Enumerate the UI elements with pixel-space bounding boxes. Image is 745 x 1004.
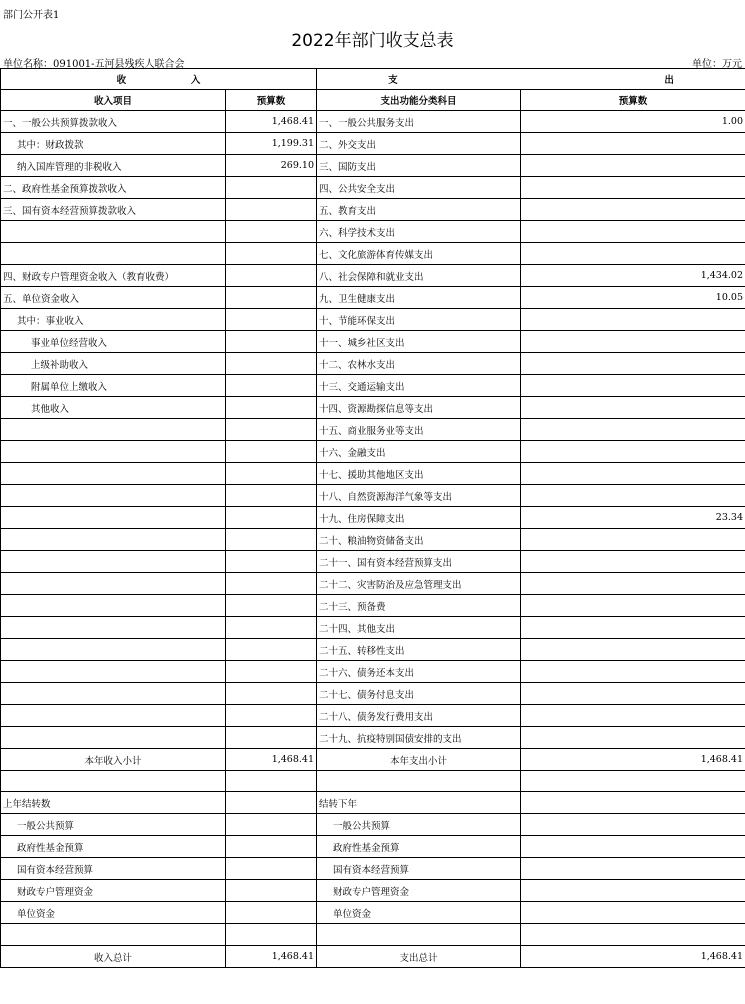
income-budget-cell xyxy=(226,595,317,617)
table-row xyxy=(1,573,745,595)
carryover-income-value xyxy=(226,792,317,814)
income-budget-cell xyxy=(226,639,317,661)
income-total-value: 1,468.41 xyxy=(226,946,317,968)
income-budget-cell xyxy=(226,265,317,287)
income-item-cell xyxy=(1,463,226,485)
table-row xyxy=(1,265,745,287)
expense-budget-cell xyxy=(521,133,745,155)
income-budget-cell xyxy=(226,331,317,353)
carryover-expense-cell: 财政专户管理资金 xyxy=(317,880,521,902)
blank-cell xyxy=(226,924,317,946)
expense-item-cell: 五、教育支出 xyxy=(317,199,521,221)
expense-budget-cell xyxy=(521,441,745,463)
carryover-expense-value xyxy=(521,814,745,836)
carryover-expense-value xyxy=(521,880,745,902)
expense-budget-cell xyxy=(521,639,745,661)
blank-cell xyxy=(317,771,521,792)
expense-budget-cell: 1,434.02 xyxy=(521,265,745,287)
table-row xyxy=(1,441,745,463)
income-budget-cell xyxy=(226,353,317,375)
income-budget-cell: 1,199.31 xyxy=(226,133,317,155)
table-row xyxy=(1,617,745,639)
blank-cell xyxy=(1,771,226,792)
table-row xyxy=(1,727,745,749)
income-budget-cell xyxy=(226,287,317,309)
expense-item-cell: 二十八、债务发行费用支出 xyxy=(317,705,521,727)
budget-summary-table xyxy=(0,68,745,968)
carryover-income-cell: 政府性基金预算 xyxy=(1,836,226,858)
expense-item-cell: 二十五、转移性支出 xyxy=(317,639,521,661)
carryover-expense-value xyxy=(521,836,745,858)
table-row xyxy=(1,309,745,331)
carryover-expense-value xyxy=(521,902,745,924)
blank-row xyxy=(1,771,745,792)
table-row xyxy=(1,529,745,551)
carryover-income-cell: 财政专户管理资金 xyxy=(1,880,226,902)
expense-item-cell: 八、社会保障和就业支出 xyxy=(317,265,521,287)
expense-item-cell: 十五、商业服务业等支出 xyxy=(317,419,521,441)
expense-item-cell: 十七、援助其他地区支出 xyxy=(317,463,521,485)
expense-subtotal-label: 本年支出小计 xyxy=(317,749,521,771)
expense-budget-cell xyxy=(521,221,745,243)
blank-row xyxy=(1,924,745,946)
table-row xyxy=(1,463,745,485)
table-row xyxy=(1,155,745,177)
carryover-row xyxy=(1,880,745,902)
group-header-row xyxy=(1,69,745,90)
expense-group-header xyxy=(317,69,745,90)
income-item-cell: 二、政府性基金预算拨款收入 xyxy=(1,177,226,199)
blank-cell xyxy=(317,924,521,946)
carryover-expense-cell: 结转下年 xyxy=(317,792,521,814)
table-row xyxy=(1,595,745,617)
table-row xyxy=(1,111,745,133)
table-row xyxy=(1,199,745,221)
income-item-cell: 事业单位经营收入 xyxy=(1,331,226,353)
table-code-label: 部门公开表1 xyxy=(3,10,60,21)
carryover-row xyxy=(1,836,745,858)
subtotal-row xyxy=(1,749,745,771)
expense-item-cell: 二十四、其他支出 xyxy=(317,617,521,639)
income-item-cell: 一、一般公共预算拨款收入 xyxy=(1,111,226,133)
income-budget-cell xyxy=(226,573,317,595)
expense-budget-cell xyxy=(521,573,745,595)
income-subtotal-value: 1,468.41 xyxy=(226,749,317,771)
expense-budget-cell xyxy=(521,463,745,485)
carryover-row xyxy=(1,792,745,814)
carryover-income-value xyxy=(226,836,317,858)
carryover-income-cell: 上年结转数 xyxy=(1,792,226,814)
blank-cell xyxy=(521,924,745,946)
income-item-cell xyxy=(1,507,226,529)
expense-budget-cell: 23.34 xyxy=(521,507,745,529)
expense-budget-cell xyxy=(521,529,745,551)
expense-item-cell: 十八、自然资源海洋气象等支出 xyxy=(317,485,521,507)
expense-item-cell: 二十六、债务还本支出 xyxy=(317,661,521,683)
carryover-income-value xyxy=(226,880,317,902)
income-budget-cell: 1,468.41 xyxy=(226,111,317,133)
expense-budget-cell xyxy=(521,617,745,639)
expense-item-header: 支出功能分类科目 xyxy=(317,90,521,111)
carryover-income-value xyxy=(226,902,317,924)
income-budget-cell xyxy=(226,705,317,727)
expense-budget-cell xyxy=(521,243,745,265)
income-budget-cell xyxy=(226,463,317,485)
income-budget-cell xyxy=(226,683,317,705)
income-item-cell: 其中：事业收入 xyxy=(1,309,226,331)
expense-budget-cell xyxy=(521,353,745,375)
carryover-income-cell: 国有资本经营预算 xyxy=(1,858,226,880)
income-budget-cell xyxy=(226,529,317,551)
table-row xyxy=(1,661,745,683)
table-row xyxy=(1,221,745,243)
blank-cell xyxy=(1,924,226,946)
expense-item-cell: 二十二、灾害防治及应急管理支出 xyxy=(317,573,521,595)
expense-budget-cell xyxy=(521,375,745,397)
expense-budget-cell xyxy=(521,551,745,573)
expense-item-cell: 十六、金融支出 xyxy=(317,441,521,463)
income-budget-cell xyxy=(226,727,317,749)
expense-budget-cell xyxy=(521,397,745,419)
income-budget-cell xyxy=(226,397,317,419)
table-row xyxy=(1,639,745,661)
income-item-cell xyxy=(1,639,226,661)
expense-total-label: 支出总计 xyxy=(317,946,521,968)
expense-item-cell: 十三、交通运输支出 xyxy=(317,375,521,397)
table-row xyxy=(1,551,745,573)
blank-cell xyxy=(226,771,317,792)
income-budget-cell xyxy=(226,551,317,573)
unit-name: 单位名称：091001-五河县残疾人联合会 xyxy=(3,59,185,70)
expense-budget-cell: 1.00 xyxy=(521,111,745,133)
income-item-cell xyxy=(1,441,226,463)
income-budget-cell xyxy=(226,177,317,199)
carryover-expense-cell: 一般公共预算 xyxy=(317,814,521,836)
income-item-cell xyxy=(1,551,226,573)
income-item-cell xyxy=(1,727,226,749)
expense-item-cell: 一、一般公共服务支出 xyxy=(317,111,521,133)
expense-budget-cell xyxy=(521,419,745,441)
expense-group-char-1: 支 xyxy=(388,75,398,86)
carryover-row xyxy=(1,814,745,836)
expense-item-cell: 六、科学技术支出 xyxy=(317,221,521,243)
income-item-cell: 其他收入 xyxy=(1,397,226,419)
amount-unit: 单位：万元 xyxy=(692,59,742,70)
expense-budget-cell xyxy=(521,199,745,221)
total-row xyxy=(1,946,745,968)
income-budget-cell xyxy=(226,309,317,331)
income-budget-cell xyxy=(226,375,317,397)
expense-item-cell: 二十一、国有资本经营预算支出 xyxy=(317,551,521,573)
carryover-expense-cell: 国有资本经营预算 xyxy=(317,858,521,880)
income-item-cell: 附属单位上缴收入 xyxy=(1,375,226,397)
expense-budget-cell xyxy=(521,331,745,353)
expense-item-cell: 三、国防支出 xyxy=(317,155,521,177)
carryover-income-value xyxy=(226,814,317,836)
expense-budget-cell xyxy=(521,309,745,331)
expense-item-cell: 四、公共安全支出 xyxy=(317,177,521,199)
income-item-cell xyxy=(1,573,226,595)
expense-item-cell: 十、节能环保支出 xyxy=(317,309,521,331)
income-group-header xyxy=(1,69,317,90)
expense-item-cell: 十九、住房保障支出 xyxy=(317,507,521,529)
income-group-char-1: 收 xyxy=(116,75,127,86)
expense-budget-cell xyxy=(521,155,745,177)
income-budget-cell xyxy=(226,199,317,221)
table-row xyxy=(1,243,745,265)
income-item-cell xyxy=(1,705,226,727)
income-item-cell xyxy=(1,617,226,639)
blank-cell xyxy=(521,771,745,792)
income-item-cell xyxy=(1,595,226,617)
carryover-row xyxy=(1,902,745,924)
table-row xyxy=(1,507,745,529)
table-row xyxy=(1,287,745,309)
income-budget-header: 预算数 xyxy=(226,90,317,111)
expense-subtotal-value: 1,468.41 xyxy=(521,749,745,771)
expense-item-cell: 二十七、债务付息支出 xyxy=(317,683,521,705)
carryover-row xyxy=(1,858,745,880)
expense-item-cell: 九、卫生健康支出 xyxy=(317,287,521,309)
income-total-label: 收入总计 xyxy=(1,946,226,968)
expense-budget-cell xyxy=(521,705,745,727)
table-row xyxy=(1,705,745,727)
table-row xyxy=(1,331,745,353)
expense-item-cell: 十二、农林水支出 xyxy=(317,353,521,375)
income-item-header: 收入项目 xyxy=(1,90,226,111)
income-budget-cell xyxy=(226,441,317,463)
income-budget-cell xyxy=(226,221,317,243)
expense-budget-cell xyxy=(521,661,745,683)
expense-budget-header: 预算数 xyxy=(521,90,745,111)
carryover-income-cell: 一般公共预算 xyxy=(1,814,226,836)
income-budget-cell xyxy=(226,485,317,507)
expense-budget-cell xyxy=(521,595,745,617)
page-title: 2022年部门收支总表 xyxy=(291,31,454,51)
income-budget-cell xyxy=(226,419,317,441)
table-row xyxy=(1,419,745,441)
income-item-cell: 四、财政专户管理资金收入（教育收费） xyxy=(1,265,226,287)
expense-budget-cell xyxy=(521,683,745,705)
expense-item-cell: 二十九、抗疫特别国债安排的支出 xyxy=(317,727,521,749)
income-item-cell xyxy=(1,661,226,683)
table-row xyxy=(1,485,745,507)
expense-item-cell: 二十、粮油物资储备支出 xyxy=(317,529,521,551)
carryover-expense-cell: 单位资金 xyxy=(317,902,521,924)
income-budget-cell xyxy=(226,617,317,639)
expense-budget-cell xyxy=(521,177,745,199)
carryover-expense-value xyxy=(521,858,745,880)
income-item-cell xyxy=(1,221,226,243)
carryover-expense-cell: 政府性基金预算 xyxy=(317,836,521,858)
income-item-cell: 纳入国库管理的非税收入 xyxy=(1,155,226,177)
income-budget-cell xyxy=(226,243,317,265)
carryover-expense-value xyxy=(521,792,745,814)
expense-budget-cell: 10.05 xyxy=(521,287,745,309)
table-row xyxy=(1,133,745,155)
income-item-cell xyxy=(1,529,226,551)
expense-budget-cell xyxy=(521,485,745,507)
table-row xyxy=(1,375,745,397)
expense-item-cell: 二、外交支出 xyxy=(317,133,521,155)
expense-item-cell: 七、文化旅游体育传媒支出 xyxy=(317,243,521,265)
table-row xyxy=(1,683,745,705)
expense-item-cell: 二十三、预备费 xyxy=(317,595,521,617)
expense-budget-cell xyxy=(521,727,745,749)
column-header-row xyxy=(1,90,745,111)
income-item-cell xyxy=(1,485,226,507)
expense-group-char-2: 出 xyxy=(664,75,674,86)
income-item-cell: 上级补助收入 xyxy=(1,353,226,375)
income-subtotal-label: 本年收入小计 xyxy=(1,749,226,771)
carryover-income-cell: 单位资金 xyxy=(1,902,226,924)
income-group-char-2: 入 xyxy=(190,75,201,86)
expense-item-cell: 十四、资源勘探信息等支出 xyxy=(317,397,521,419)
income-item-cell: 其中：财政拨款 xyxy=(1,133,226,155)
expense-total-value: 1,468.41 xyxy=(521,946,745,968)
carryover-income-value xyxy=(226,858,317,880)
income-budget-cell: 269.10 xyxy=(226,155,317,177)
table-row xyxy=(1,177,745,199)
income-budget-cell xyxy=(226,661,317,683)
table-row xyxy=(1,353,745,375)
income-item-cell: 五、单位资金收入 xyxy=(1,287,226,309)
table-row xyxy=(1,397,745,419)
income-item-cell xyxy=(1,683,226,705)
expense-item-cell: 十一、城乡社区支出 xyxy=(317,331,521,353)
income-item-cell: 三、国有资本经营预算拨款收入 xyxy=(1,199,226,221)
income-item-cell xyxy=(1,419,226,441)
income-item-cell xyxy=(1,243,226,265)
income-budget-cell xyxy=(226,507,317,529)
